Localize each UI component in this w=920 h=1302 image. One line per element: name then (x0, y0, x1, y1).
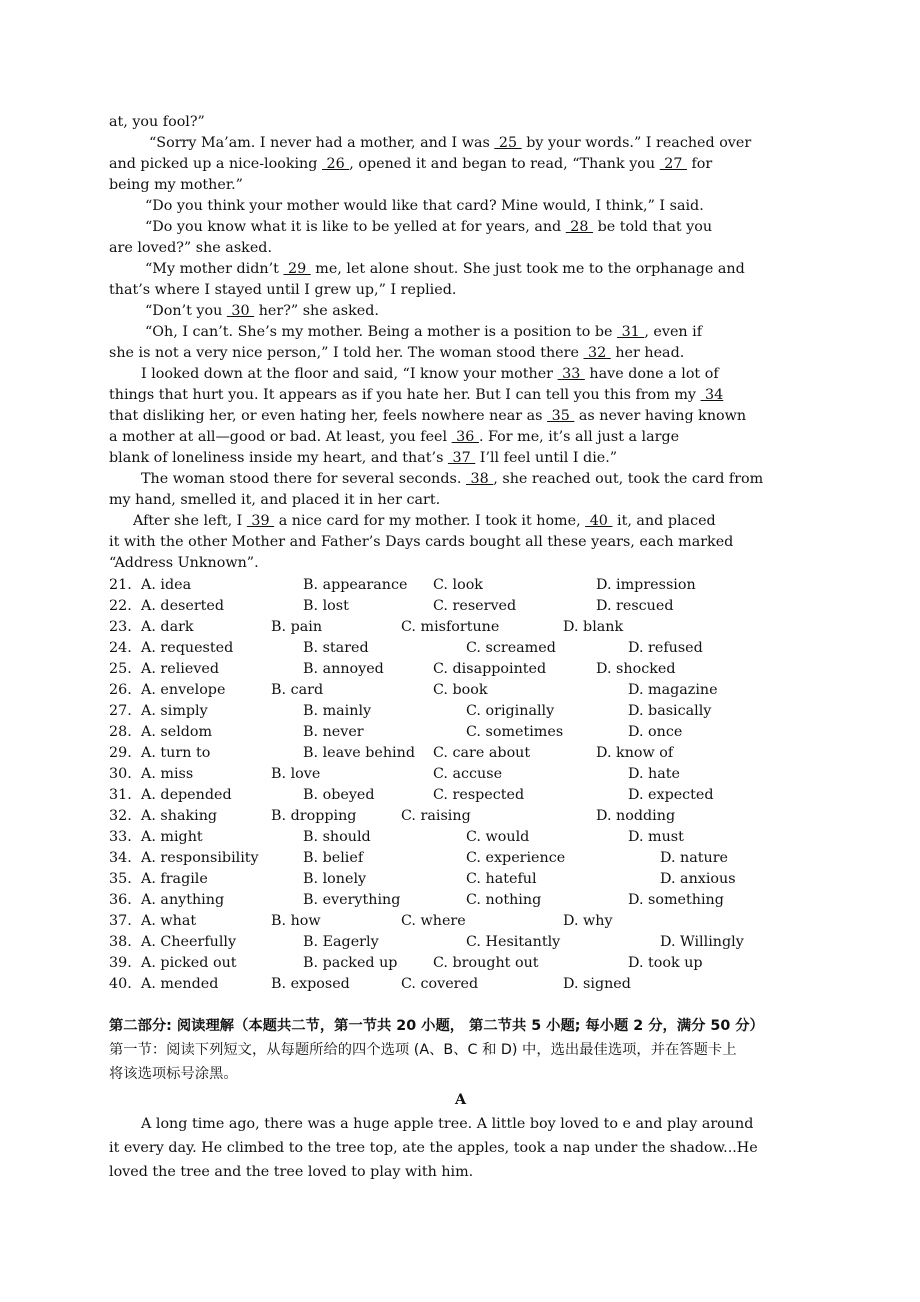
question-number: 21. (109, 577, 132, 593)
passage-line (109, 490, 440, 511)
passage-line (109, 154, 712, 175)
passage-text: I’ll feel until I die.” (475, 450, 618, 466)
option-b: B. packed up (303, 955, 398, 971)
option-d: D. nature (660, 850, 729, 866)
passage-text: , opened it and began to read, “Thank you (349, 156, 660, 172)
option-a: A. requested (141, 640, 234, 656)
option-c: C. sometimes (466, 724, 564, 740)
option-a: A. miss (141, 766, 194, 782)
option-c: C. brought out (433, 955, 539, 971)
passage-line (133, 511, 716, 532)
passage-text: her?” she asked. (254, 303, 379, 319)
passage-text: that’s where I stayed until I grew up,” I replied. (109, 282, 457, 298)
option-b: B. obeyed (303, 787, 375, 803)
option-d: D. magazine (628, 682, 718, 698)
reading-paragraph-line: loved the tree and the tree loved to play with him. (109, 1164, 474, 1180)
option-b: B. lost (303, 598, 349, 614)
passage-text: , even if (644, 324, 703, 340)
reading-paragraph-line: it every day. He climbed to the tree top, ate the apples, took a nap under the shadow...He (109, 1140, 758, 1156)
option-d: D. something (628, 892, 724, 908)
option-b: B. lonely (303, 871, 367, 887)
passage-line (109, 343, 684, 364)
question-number: 31. (109, 787, 132, 803)
answer-blank: 35 (547, 408, 575, 424)
question-number: 39. (109, 955, 132, 971)
passage-line (109, 280, 456, 301)
option-b: B. appearance (303, 577, 408, 593)
option-a: A. depended (141, 787, 232, 803)
option-c: C. Hesitantly (466, 934, 561, 950)
option-a: A. what (141, 913, 197, 929)
option-a: A. turn to (141, 745, 211, 761)
answer-blank: 27 (659, 156, 687, 172)
option-c: C. disappointed (433, 661, 547, 677)
passage-text: “Don’t you (145, 303, 227, 319)
reading-paragraph-line: A long time ago, there was a huge apple tree. A little boy loved to e and play around (141, 1116, 754, 1132)
option-b: B. card (271, 682, 324, 698)
passage-text: The woman stood there for several seconds. (141, 471, 466, 487)
passage-line (145, 196, 704, 217)
option-a: A. might (141, 829, 203, 845)
option-d: D. took up (628, 955, 703, 971)
option-b: B. belief (303, 850, 364, 866)
option-b: B. dropping (271, 808, 357, 824)
passage-line (149, 133, 751, 154)
section2-heading: 第二部分: 阅读理解（本题共二节，第一节共 20 小题， 第二节共 5 小题; 每小题 2 分，满分 50 分） (109, 1018, 764, 1034)
passage-line (109, 385, 723, 406)
passage-line (109, 112, 205, 133)
passage-text: “Do you know what it is like to be yelled at for years, and (145, 219, 566, 235)
answer-blank: 25 (494, 135, 522, 151)
answer-blank: 34 (700, 387, 724, 403)
option-d: D. hate (628, 766, 680, 782)
option-a: A. fragile (141, 871, 208, 887)
option-a: A. anything (141, 892, 225, 908)
passage-line (141, 364, 719, 385)
question-number: 37. (109, 913, 132, 929)
question-number: 24. (109, 640, 132, 656)
question-number: 27. (109, 703, 132, 719)
option-d: D. basically (628, 703, 712, 719)
option-a: A. idea (141, 577, 192, 593)
passage-line (109, 406, 746, 427)
question-number: 28. (109, 724, 132, 740)
section2-instruction-line2: 将该选项标号涂黑。 (109, 1066, 238, 1082)
option-c: C. hateful (466, 871, 537, 887)
option-c: C. nothing (466, 892, 542, 908)
option-a: A. simply (141, 703, 208, 719)
option-a: A. shaking (141, 808, 218, 824)
option-c: C. originally (466, 703, 555, 719)
passage-line (145, 217, 712, 238)
question-number: 34. (109, 850, 132, 866)
answer-blank: 37 (447, 450, 476, 466)
option-b: B. love (271, 766, 321, 782)
passage-text: are loved?” she asked. (109, 240, 272, 256)
option-b: B. stared (303, 640, 369, 656)
option-d: D. rescued (596, 598, 674, 614)
passage-text: “Oh, I can’t. She’s my mother. Being a mother is a position to be (145, 324, 618, 340)
option-a: A. picked out (141, 955, 237, 971)
option-d: D. must (628, 829, 684, 845)
question-number: 32. (109, 808, 132, 824)
passage-text: my hand, smelled it, and placed it in her cart. (109, 492, 441, 508)
option-a: A. Cheerfully (141, 934, 237, 950)
option-b: B. Eagerly (303, 934, 379, 950)
passage-text: blank of loneliness inside my heart, and that’s (109, 450, 448, 466)
question-number: 26. (109, 682, 132, 698)
passage-line (145, 259, 745, 280)
option-b: B. should (303, 829, 371, 845)
answer-blank: 31 (617, 324, 645, 340)
question-number: 36. (109, 892, 132, 908)
answer-blank: 33 (557, 366, 585, 382)
passage-line (141, 469, 763, 490)
answer-blank: 29 (283, 261, 311, 277)
option-b: B. everything (303, 892, 401, 908)
option-b: B. how (271, 913, 321, 929)
option-d: D. impression (596, 577, 696, 593)
option-d: D. signed (563, 976, 631, 992)
passage-text: things that hurt you. It appears as if you hate her. But I can tell you this from my (109, 387, 701, 403)
passage-text: . For me, it’s all just a large (478, 429, 680, 445)
option-c: C. screamed (466, 640, 556, 656)
passage-text: I looked down at the floor and said, “I know your mother (141, 366, 558, 382)
question-number: 29. (109, 745, 132, 761)
option-c: C. reserved (433, 598, 517, 614)
question-number: 22. (109, 598, 132, 614)
option-d: D. Willingly (660, 934, 744, 950)
section2-instruction-line1: 第一节：阅读下列短文，从每题所给的四个选项 (A、B、C 和 D) 中，选出最佳选项，并在答题卡上 (109, 1042, 737, 1058)
passage-line (145, 322, 702, 343)
option-d: D. why (563, 913, 613, 929)
passage-text: being my mother.” (109, 177, 243, 193)
answer-blank: 32 (583, 345, 611, 361)
question-number: 30. (109, 766, 132, 782)
passage-text: as never having known (574, 408, 747, 424)
answer-blank: 30 (226, 303, 255, 319)
passage-text: she is not a very nice person,” I told her. The woman stood there (109, 345, 584, 361)
question-number: 40. (109, 976, 132, 992)
passage-text: a mother at all—good or bad. At least, you feel (109, 429, 452, 445)
passage-text: have done a lot of (584, 366, 719, 382)
option-b: B. leave behind (303, 745, 415, 761)
option-d: D. expected (628, 787, 714, 803)
option-d: D. once (628, 724, 683, 740)
question-number: 35. (109, 871, 132, 887)
passage-line (109, 175, 243, 196)
option-c: C. misfortune (401, 619, 500, 635)
question-number: 33. (109, 829, 132, 845)
passage-text: by your words.” I reached over (521, 135, 752, 151)
question-number: 38. (109, 934, 132, 950)
passage-text: “Sorry Ma’am. I never had a mother, and I was (149, 135, 495, 151)
option-d: D. know of (596, 745, 674, 761)
answer-blank: 26 (321, 156, 350, 172)
option-c: C. accuse (433, 766, 503, 782)
option-c: C. would (466, 829, 530, 845)
option-c: C. look (433, 577, 483, 593)
option-d: D. shocked (596, 661, 676, 677)
passage-line (109, 448, 617, 469)
option-b: B. exposed (271, 976, 350, 992)
passage-text: and picked up a nice-looking (109, 156, 322, 172)
passage-text: a nice card for my mother. I took it home, (274, 513, 586, 529)
passage-text: it, and placed (612, 513, 716, 529)
option-d: D. refused (628, 640, 703, 656)
passage-line (109, 238, 272, 259)
passage-text: her head. (610, 345, 685, 361)
answer-blank: 39 (246, 513, 275, 529)
passage-label: A (455, 1092, 467, 1108)
option-c: C. respected (433, 787, 525, 803)
option-b: B. never (303, 724, 364, 740)
option-c: C. raising (401, 808, 471, 824)
passage-text: “Do you think your mother would like that card? Mine would, I think,” I said. (145, 198, 704, 214)
option-b: B. pain (271, 619, 323, 635)
passage-text: After she left, I (133, 513, 247, 529)
answer-blank: 38 (465, 471, 494, 487)
option-d: D. blank (563, 619, 624, 635)
passage-line (109, 553, 259, 574)
option-c: C. experience (466, 850, 566, 866)
passage-line (109, 427, 679, 448)
passage-text: it with the other Mother and Father’s Days cards bought all these years, each marked (109, 534, 734, 550)
answer-blank: 40 (585, 513, 613, 529)
passage-text: that disliking her, or even hating her, feels nowhere near as (109, 408, 548, 424)
option-a: A. dark (141, 619, 194, 635)
option-c: C. book (433, 682, 488, 698)
passage-text: for (686, 156, 713, 172)
option-c: C. covered (401, 976, 479, 992)
passage-line (145, 301, 379, 322)
option-c: C. where (401, 913, 466, 929)
option-d: D. anxious (660, 871, 736, 887)
passage-text: “My mother didn’t (145, 261, 284, 277)
option-a: A. relieved (141, 661, 220, 677)
passage-text: , she reached out, took the card from (493, 471, 764, 487)
option-d: D. nodding (596, 808, 676, 824)
passage-line (109, 532, 733, 553)
passage-text: at, you fool?” (109, 114, 205, 130)
option-b: B. mainly (303, 703, 372, 719)
option-b: B. annoyed (303, 661, 384, 677)
option-c: C. care about (433, 745, 531, 761)
question-number: 23. (109, 619, 132, 635)
option-a: A. envelope (141, 682, 226, 698)
answer-blank: 28 (565, 219, 594, 235)
option-a: A. seldom (141, 724, 213, 740)
answer-blank: 36 (451, 429, 479, 445)
option-a: A. responsibility (141, 850, 259, 866)
option-a: A. deserted (141, 598, 225, 614)
passage-text: “Address Unknown”. (109, 555, 259, 571)
passage-text: me, let alone shout. She just took me to the orphanage and (310, 261, 745, 277)
option-a: A. mended (141, 976, 219, 992)
question-number: 25. (109, 661, 132, 677)
passage-text: be told that you (593, 219, 713, 235)
